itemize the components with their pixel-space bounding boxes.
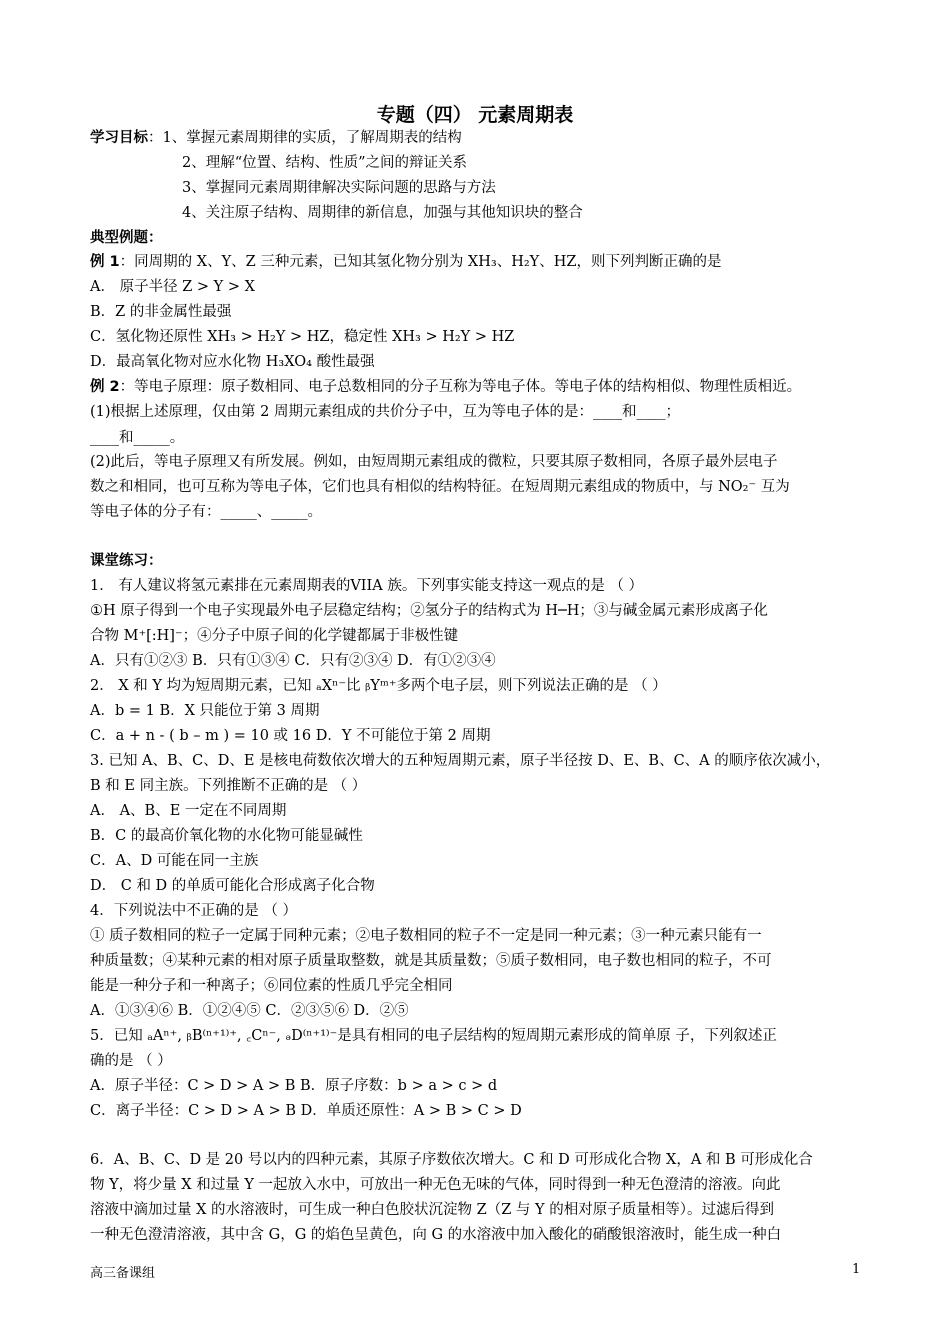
practice-line: C．离子半径：C > D > A > B D．单质还原性：A > B > C > D — [90, 1103, 522, 1119]
practice-line: ① 质子数相同的粒子一定属于同种元素；②电子数相同的粒子不一定是同一种元素；③一种元素只能有一 — [90, 928, 762, 944]
objective-line-2: 2、理解“位置、结构、性质”之间的辩证关系 — [182, 155, 468, 171]
example-2-line-1: 例 2：等电子原理：原子数相同、电子总数相同的分子互称为等电子体。等电子体的结构相似、物理性质相近。 — [90, 379, 802, 395]
practice-line: 确的是 （ ） — [90, 1053, 172, 1069]
practice-line: A． A、B、E 一定在不同周期 — [90, 803, 287, 819]
practice-line: 1． 有人建议将氢元素排在元素周期表的VIIA 族。下列事实能支持这一观点的是 （ ） — [90, 578, 644, 594]
example-1-option-d: D．最高氧化物对应水化物 H₃XO₄ 酸性最强 — [90, 354, 375, 370]
example-1-option-a: A． 原子半径 Z > Y > X — [90, 279, 255, 295]
footer-group-name: 高三备课组 — [90, 1266, 156, 1281]
practice-line: 物 Y，将少量 X 和过量 Y 一起放入水中，可放出一种无色无味的气体，同时得到一种无色澄清的溶液。向此 — [90, 1177, 781, 1193]
page-number: 1 — [852, 1262, 861, 1277]
practice-line: A．只有①②③ B．只有①③④ C．只有②③④ D．有①②③④ — [90, 653, 496, 669]
example-2-line-3: ____和_____。 — [90, 430, 185, 446]
practice-line: 溶液中滴加过量 X 的水溶液时，可生成一种白色胶状沉淀物 Z（Z 与 Y 的相对原子质量相等）。过滤后得到 — [90, 1202, 774, 1218]
practice-line: B 和 E 同主族。下列推断不正确的是 （ ） — [90, 778, 367, 794]
practice-line: ①H 原子得到一个电子实现最外电子层稳定结构；②氢分子的结构式为 H─H；③与碱金属元素形成离子化 — [90, 603, 768, 619]
practice-line: 能是一种分子和一种离子；⑥同位素的性质几乎完全相同 — [90, 978, 453, 994]
objectives-label: 学习目标 — [90, 130, 148, 146]
examples-heading: 典型例题： — [90, 230, 163, 246]
practice-line: A．①③④⑥ B．①②④⑤ C．②③⑤⑥ D．②⑤ — [90, 1003, 409, 1019]
page-title: 专题（四） 元素周期表 — [376, 104, 574, 126]
example-2-line-5: 数之和相同，也可互称为等电子体，它们也具有相似的结构特征。在短周期元素组成的物质中，与 NO₂⁻ 互为 — [90, 479, 790, 495]
objective-line-4: 4、关注原子结构、周期律的新信息，加强与其他知识块的整合 — [182, 205, 583, 221]
practice-line: 一种无色澄清溶液，其中含 G，G 的焰色呈黄色，向 G 的水溶液中加入酸化的硝酸银溶液时，能生成一种白 — [90, 1227, 782, 1243]
practice-line: C．a + n - ( b – m ) = 10 或 16 D．Y 不可能位于第 2 周期 — [90, 728, 491, 744]
example-2-line-4: (2)此后，等电子原理又有所发展。例如，由短周期元素组成的微粒，只要其原子数相同，各原子最外层电子 — [90, 454, 778, 470]
practice-line: A．原子半径：C > D > A > B B．原子序数：b > a > c > d — [90, 1078, 498, 1094]
example-2-line-6: 等电子体的分子有：_____、_____。 — [90, 504, 322, 520]
objective-line-1: 学习目标：1、掌握元素周期律的实质，了解周期表的结构 — [90, 130, 462, 146]
practice-line: 4．下列说法中不正确的是 （ ） — [90, 903, 297, 919]
practice-line: 合物 M⁺[:H]⁻；④分子中原子间的化学键都属于非极性键 — [90, 628, 459, 644]
practice-line: C．A、D 可能在同一主族 — [90, 853, 259, 869]
practice-line: 3. 已知 A、B、C、D、E 是核电荷数依次增大的五种短周期元素，原子半径按 D、E、B、C、A 的顺序依次减小， — [90, 753, 831, 769]
practice-line: D． C 和 D 的单质可能化合形成离子化合物 — [90, 878, 375, 894]
practice-line: 种质量数；④某种元素的相对原子质量取整数，就是其质量数；⑤质子数相同，电子数也相同的粒子，不可 — [90, 953, 772, 969]
practice-line: A．b = 1 B．X 只能位于第 3 周期 — [90, 703, 320, 719]
practice-line: B．C 的最高价氧化物的水化物可能显碱性 — [90, 828, 363, 844]
objective-line-3: 3、掌握同元素周期律解决实际问题的思路与方法 — [182, 180, 496, 196]
practice-line: 6．A、B、C、D 是 20 号以内的四种元素，其原子序数依次增大。C 和 D 可形成化合物 X，A 和 B 可形成化合 — [90, 1152, 813, 1168]
practice-heading: 课堂练习： — [90, 553, 163, 569]
example-1-stem: 例 1：同周期的 X、Y、Z 三种元素，已知其氢化物分别为 XH₃、H₂Y、HZ，则下列判断正确的是 — [90, 254, 722, 270]
example-1-option-c: C．氢化物还原性 XH₃ > H₂Y > HZ，稳定性 XH₃ > H₂Y > HZ — [90, 329, 515, 345]
example-1-option-b: B．Z 的非金属性最强 — [90, 304, 232, 320]
example-2-line-2: (1)根据上述原理，仅由第 2 周期元素组成的共价分子中，互为等电子体的是：____和____； — [90, 404, 680, 420]
practice-line: 5．已知 ₐAⁿ⁺, ᵦB⁽ⁿ⁺¹⁾⁺, ꜀Cⁿ⁻, ₔD⁽ⁿ⁺¹⁾⁻是具有相同的电子层结构的短周期元素形成的简单原 子，下列叙述正 — [90, 1028, 777, 1044]
practice-line: 2． X 和 Y 均为短周期元素，已知 ₐXⁿ⁻比 ᵦYᵐ⁺多两个电子层，则下列说法正确的是 （ ） — [90, 678, 667, 694]
